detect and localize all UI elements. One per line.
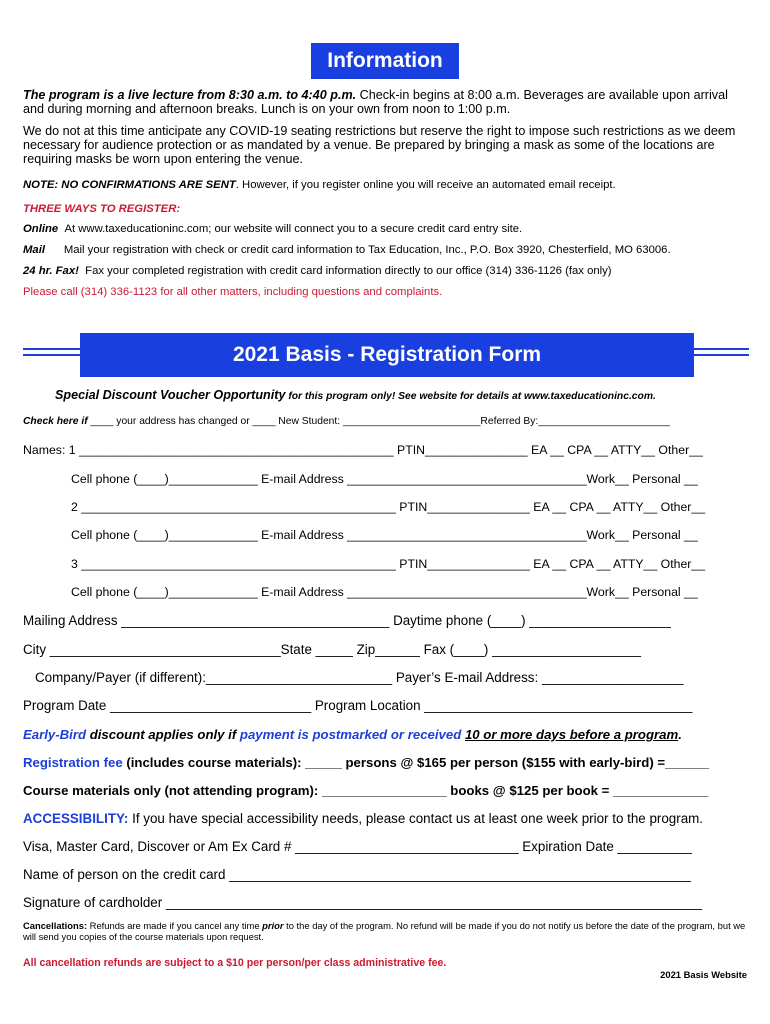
note-rest: . However, if you register online you will receive an automated email receipt. <box>235 179 616 191</box>
online-text: At www.taxeducationinc.com; our website will connect you to a secure credit card entry site. <box>64 223 523 235</box>
program-schedule-rest: Check-in begins at 8:00 a.m. Beverages are available upon arrival and during morning and afternoon breaks. Lunch is on your own from noon to 1:00 p.m. <box>23 88 728 116</box>
early-bird-period: . <box>678 727 682 742</box>
credit-card-field[interactable]: Visa, Master Card, Discover or Am Ex Card # ______________________________ Expiration Date __________ <box>23 839 692 854</box>
attendee-3-contact-field[interactable]: Cell phone (____)_____________ E-mail Address ___________________________________Work__ Personal __ <box>71 585 698 599</box>
accessibility-line <box>23 811 703 826</box>
registration-fee-field[interactable] <box>23 755 709 770</box>
early-bird-deadline: 10 or more days before a program <box>464 727 679 742</box>
city-state-zip-field[interactable]: City _______________________________State _____ Zip______ Fax (____) ____________________ <box>23 642 642 657</box>
check-label: Check here if <box>23 416 88 427</box>
fax-line <box>23 264 749 278</box>
fax-text: Fax your completed registration with credit card information directly to our office (314) 336-1126 (fax only) <box>85 265 612 277</box>
rule-left-2 <box>23 354 80 356</box>
three-ways-heading: THREE WAYS TO REGISTER: <box>23 203 181 215</box>
early-bird-postmark: payment is postmarked or received <box>239 727 462 742</box>
early-bird-label: Early-Bird <box>23 727 87 742</box>
cancellations-text-b: to the day of the program. No refund will be made if you do not notify us before the date of the program, but we will send you copies of the course materials upon request. <box>23 920 746 942</box>
check-line[interactable] <box>23 416 670 427</box>
voucher-bold: Special Discount Voucher Opportunity <box>55 388 286 402</box>
voucher-rest: for this program only! See website for details at www.taxeducationinc.com. <box>285 391 656 402</box>
early-bird-text: discount applies only if <box>86 727 240 742</box>
cancellations-paragraph <box>23 920 753 942</box>
accessibility-label: ACCESSIBILITY: <box>23 811 129 826</box>
mailing-address-field[interactable]: Mailing Address ____________________________________ Daytime phone (____) ___________________ <box>23 613 671 628</box>
early-bird-line <box>23 727 682 742</box>
attendee-2-name-field[interactable]: 2 ______________________________________________ PTIN_______________ EA __ CPA __ ATTY__ Other__ <box>71 500 706 514</box>
attendee-1-name-field[interactable]: Names: 1 ______________________________________________ PTIN_______________ EA __ CPA __ ATTY__ Other__ <box>23 443 703 457</box>
information-banner <box>311 43 459 79</box>
registration-fee-label: Registration fee <box>23 755 123 770</box>
cardholder-name-field[interactable]: Name of person on the credit card ______________________________________________________________ <box>23 867 691 882</box>
program-schedule-bold: The program is a live lecture from 8:30 a.m. to 4:40 p.m. <box>23 88 357 102</box>
mail-text: Mail your registration with check or credit card information to Tax Education, Inc., P.O. Box 3920, Chesterfield, MO 63006. <box>63 244 671 256</box>
rule-right-2 <box>694 354 749 356</box>
online-label: Online <box>23 223 59 235</box>
covid-paragraph: We do not at this time anticipate any COVID-19 seating restrictions but reserve the right to impose such restrictions as we deem necessary for audience protection or as mandated by a venue. Be prepared by bringing a mask as some of the locations are requiring masks be worn upon entering the venue. <box>23 124 736 166</box>
accessibility-text: If you have special accessibility needs, please contact us at least one week prior to the program. <box>128 811 704 826</box>
course-materials-field[interactable]: Course materials only (not attending program): _________________ books @ $125 per book = _____________ <box>23 783 709 798</box>
program-schedule-paragraph <box>23 88 749 116</box>
note-line <box>23 178 749 192</box>
registration-fee-rest: (includes course materials): _____ persons @ $165 per person ($155 with early-bird) =______ <box>122 755 710 770</box>
cancellations-label: Cancellations: <box>23 920 88 931</box>
signature-field[interactable]: Signature of cardholder ________________________________________________________________________ <box>23 895 703 910</box>
registration-form-title: 2021 Basis - Registration Form <box>232 343 542 366</box>
fax-label: 24 hr. Fax! <box>23 265 79 277</box>
mail-line <box>23 243 749 257</box>
cancellation-fee-note: All cancellation refunds are subject to a $10 per person/per class administrative fee. <box>23 957 447 969</box>
information-title: Information <box>327 49 443 72</box>
mail-label: Mail <box>23 244 45 256</box>
cancellations-text-a: Refunds are made if you cancel any time <box>87 920 263 931</box>
online-line <box>23 222 749 236</box>
footer-label: 2021 Basis Website <box>660 969 747 980</box>
registration-form-banner <box>80 333 694 377</box>
attendee-3-name-field[interactable]: 3 ______________________________________________ PTIN_______________ EA __ CPA __ ATTY__ Other__ <box>71 557 706 571</box>
voucher-line <box>55 388 656 402</box>
note-bold: NOTE: NO CONFIRMATIONS ARE SENT <box>23 179 236 191</box>
call-line: Please call (314) 336-1123 for all other matters, including questions and complaints. <box>23 286 443 298</box>
cancellations-prior: prior <box>262 920 284 931</box>
rule-left-1 <box>23 348 80 350</box>
attendee-2-contact-field[interactable]: Cell phone (____)_____________ E-mail Address ___________________________________Work__ Personal __ <box>71 528 698 542</box>
check-rest: ____ your address has changed or ____ New Student: ________________________Referred By:_______________________ <box>87 416 670 427</box>
rule-right-1 <box>694 348 749 350</box>
attendee-1-contact-field[interactable]: Cell phone (____)_____________ E-mail Address ___________________________________Work__ Personal __ <box>71 472 698 486</box>
program-date-location-field[interactable]: Program Date ___________________________ Program Location ____________________________________ <box>23 698 693 713</box>
company-payer-field[interactable]: Company/Payer (if different):_________________________ Payer’s E-mail Address: ___________________ <box>35 670 684 685</box>
